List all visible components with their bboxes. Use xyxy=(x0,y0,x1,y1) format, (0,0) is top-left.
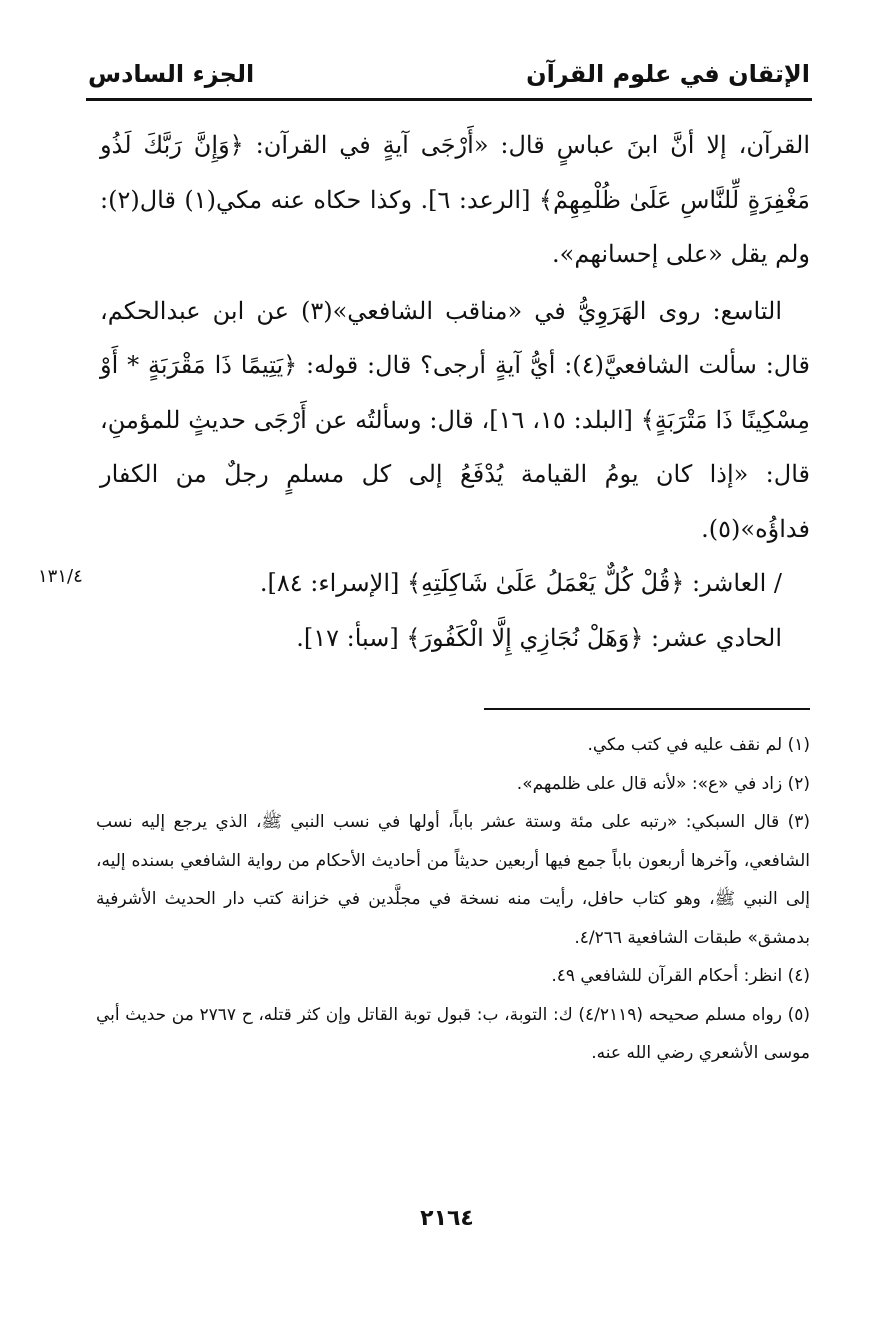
paragraph-eighth-end: القرآن، إلا أنَّ ابنَ عباسٍ قال: «أَرْجَى آيةٍ في القرآن: ﴿وَإِنَّ رَبَّكَ لَذُو مَغْفِرَةٍ لِّلنَّاسِ عَلَىٰ ظُلْمِهِمْ﴾ [الرعد: ٦]. وكذا حكاه عنه مكي(١) قال(٢): ولم يقل «على إحسانهم». xyxy=(100,131,811,268)
running-header xyxy=(88,56,810,92)
footnote-4: (٤) انظر: أحكام القرآن للشافعي ٤٩. xyxy=(551,966,810,986)
page-number: ٢١٦٤ xyxy=(420,1206,474,1231)
main-text xyxy=(100,118,810,665)
header-rule xyxy=(86,98,812,101)
volume-label: الجزء السادس xyxy=(88,60,255,88)
footnotes xyxy=(96,726,810,1073)
footnote-3: (٣) قال السبكي: «رتبه على مئة وستة عشر باباً، أولها في نسب النبي ﷺ، الذي يرجع إليه نسب الشافعي، وآخرها أربعون باباً جمع فيها أربعين حديثاً من أحاديث الأحكام من رواية الشافعي بسنده إليه، إلى النبي ﷺ، وهو كتاب حافل، رأيت منه نسخة في مجلَّدين في خزانة كتب دار الحديث الأشرفية بدمشق» طبقات الشافعية ٤/٢٦٦. xyxy=(96,812,810,948)
paragraph-ninth: التاسع: روى الهَرَوِيُّ في «مناقب الشافعي»(٣) عن ابن عبدالحكم، قال: سألت الشافعيَّ(٤): أيُّ آيةٍ أرجى؟ قال: قوله: ﴿يَتِيمًا ذَا مَقْرَبَةٍ * أَوْ مِسْكِينًا ذَا مَتْرَبَةٍ﴾ [البلد: ١٥، ١٦]، قال: وسألتُه عن أَرْجَى حديثٍ للمؤمنِ، قال: «إذا كان يومُ القيامة يُدْفَعُ إلى كل مسلمٍ رجلٌ من الكفار فداؤُه»(٥). xyxy=(100,296,811,543)
paragraph-tenth: / العاشر: ﴿قُلْ كُلٌّ يَعْمَلُ عَلَىٰ شَاكِلَتِهِ﴾ [الإسراء: ٨٤]. xyxy=(259,569,782,597)
footnote-1: (١) لم نقف عليه في كتب مكي. xyxy=(587,735,810,755)
paragraph-eleventh: الحادي عشر: ﴿وَهَلْ نُجَازِي إِلَّا الْكَفُورَ﴾ [سبأ: ١٧]. xyxy=(296,623,782,652)
footnote-2: (٢) زاد في «ع»: «لأنه قال على ظلمهم». xyxy=(516,773,810,794)
book-title: الإتقان في علوم القرآن xyxy=(526,60,810,88)
manuscript-folio-reference: ١٣١/٤ xyxy=(38,566,83,587)
footnote-5: (٥) رواه مسلم صحيحه (٤/٢١١٩) ك: التوبة، ب: قبول توبة القاتل وإن كثر قتله، ح ٢٧٦٧ من حديث أبي موسى الأشعري رضي الله عنه. xyxy=(96,1004,810,1063)
footnote-separator xyxy=(484,708,810,710)
